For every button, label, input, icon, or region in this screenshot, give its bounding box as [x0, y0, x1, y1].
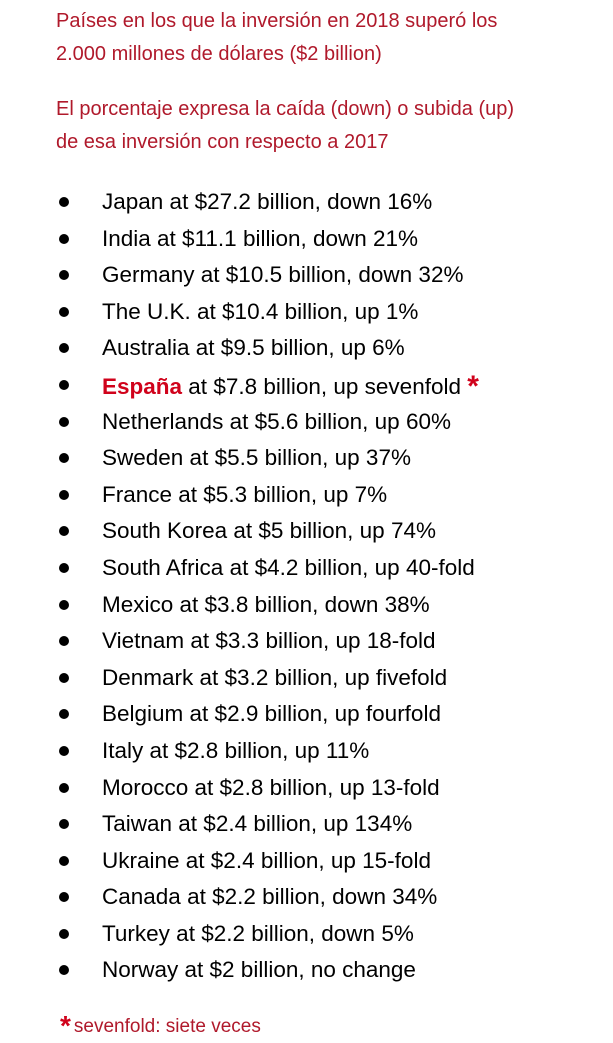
list-item-text — [102, 221, 418, 257]
list-item-text — [102, 513, 436, 549]
bullet-icon — [59, 819, 69, 829]
list-item-text — [102, 733, 369, 769]
bullet-icon — [59, 563, 69, 573]
list-item-label: Germany at $10.5 billion, down 32% — [102, 262, 464, 288]
bullet-icon — [59, 929, 69, 939]
list-item — [56, 623, 611, 660]
list-item-label: Taiwan at $2.4 billion, up 134% — [102, 811, 413, 837]
list-item — [56, 550, 611, 587]
list-item-label: Ukraine at $2.4 billion, up 15-fold — [102, 847, 431, 873]
list-item-text — [102, 623, 436, 659]
list-item-text — [102, 952, 416, 988]
list-item-text — [102, 404, 451, 440]
bullet-icon — [59, 709, 69, 719]
footnote — [60, 1008, 261, 1042]
footnote-text: sevenfold: siete veces — [73, 1016, 261, 1037]
list-item-label: Denmark at $3.2 billion, up fivefold — [102, 664, 448, 690]
intro-paragraph-percentage-note: El porcentaje expresa la caída (down) o subida (up) de esa inversión con respecto a 2017 — [56, 98, 515, 153]
list-item-text — [102, 550, 475, 586]
bullet-icon — [59, 636, 69, 646]
list-item-label: Norway at $2 billion, no change — [102, 957, 416, 983]
list-item-text — [102, 879, 437, 915]
list-item — [56, 294, 611, 331]
list-item-text — [102, 330, 405, 366]
bullet-icon — [59, 856, 69, 866]
list-item — [56, 770, 611, 807]
list-item-text — [102, 587, 430, 623]
intro-paragraph-threshold: Países en los que la inversión en 2018 superó los 2.000 millones de dólares ($2 billion) — [56, 10, 498, 65]
list-item — [56, 806, 611, 843]
list-item-label: The U.K. at $10.4 billion, up 1% — [102, 298, 419, 324]
list-item-label: Morocco at $2.8 billion, up 13-fold — [102, 774, 440, 800]
list-item — [56, 184, 611, 221]
list-item — [56, 587, 611, 624]
list-item-label: Mexico at $3.8 billion, down 38% — [102, 591, 430, 617]
list-item-label: Japan at $27.2 billion, down 16% — [102, 189, 433, 214]
bullet-icon — [59, 892, 69, 902]
list-item-text — [102, 440, 411, 476]
list-item — [56, 696, 611, 733]
list-item-label: Australia at $9.5 billion, up 6% — [102, 335, 405, 361]
list-item — [56, 952, 611, 989]
bullet-icon — [59, 490, 69, 500]
list-item-label: South Korea at $5 billion, up 74% — [102, 518, 436, 544]
list-item-text — [102, 367, 479, 405]
bullet-icon — [59, 453, 69, 463]
country-investment-list — [56, 184, 611, 989]
bullet-icon — [59, 417, 69, 427]
list-item-text — [102, 843, 431, 879]
list-item — [56, 513, 611, 550]
list-item-text — [102, 916, 414, 952]
bullet-icon — [59, 783, 69, 793]
bullet-icon — [59, 234, 69, 244]
bullet-icon — [59, 343, 69, 353]
list-item-text — [102, 477, 387, 513]
list-item-label: Turkey at $2.2 billion, down 5% — [102, 920, 414, 946]
list-item-label: Netherlands at $5.6 billion, up 60% — [102, 408, 451, 434]
list-item — [56, 843, 611, 880]
bullet-icon — [59, 307, 69, 317]
list-item — [56, 367, 611, 404]
bullet-icon — [59, 380, 69, 390]
list-item-label: Sweden at $5.5 billion, up 37% — [102, 445, 411, 471]
list-item-text — [102, 806, 412, 842]
bullet-icon — [59, 270, 69, 280]
list-item-text — [102, 294, 418, 330]
bullet-icon — [59, 600, 69, 610]
bullet-icon — [59, 746, 69, 756]
list-item-text — [102, 184, 432, 220]
list-item-label: South Africa at $4.2 billion, up 40-fold — [102, 554, 475, 580]
bullet-icon — [59, 526, 69, 536]
list-item-text — [102, 696, 441, 732]
list-item — [56, 404, 611, 441]
list-item — [56, 330, 611, 367]
list-item — [56, 477, 611, 514]
list-item — [56, 440, 611, 477]
bullet-icon — [59, 197, 69, 207]
list-item-label: Vietnam at $3.3 billion, up 18-fold — [102, 628, 436, 654]
bullet-icon — [59, 673, 69, 683]
list-item-label: Italy at $2.8 billion, up 11% — [102, 737, 370, 763]
list-item-label: Belgium at $2.9 billion, up fourfold — [102, 701, 441, 727]
bullet-icon — [59, 965, 69, 975]
list-item — [56, 733, 611, 770]
list-item — [56, 916, 611, 953]
list-item — [56, 660, 611, 697]
footnote-asterisk-icon: * — [60, 1010, 71, 1041]
highlighted-country: España — [102, 373, 183, 399]
list-item — [56, 221, 611, 258]
asterisk-icon: * — [467, 369, 479, 403]
list-item-label: Canada at $2.2 billion, down 34% — [102, 884, 438, 910]
list-item-text — [102, 257, 463, 293]
list-item — [56, 879, 611, 916]
list-item-label: India at $11.1 billion, down 21% — [102, 225, 419, 251]
list-item — [56, 257, 611, 294]
list-item-text — [102, 770, 440, 806]
list-item-text — [102, 660, 447, 696]
list-item-label: at $7.8 billion, up sevenfold — [182, 373, 468, 399]
list-item-label: France at $5.3 billion, up 7% — [102, 481, 388, 507]
